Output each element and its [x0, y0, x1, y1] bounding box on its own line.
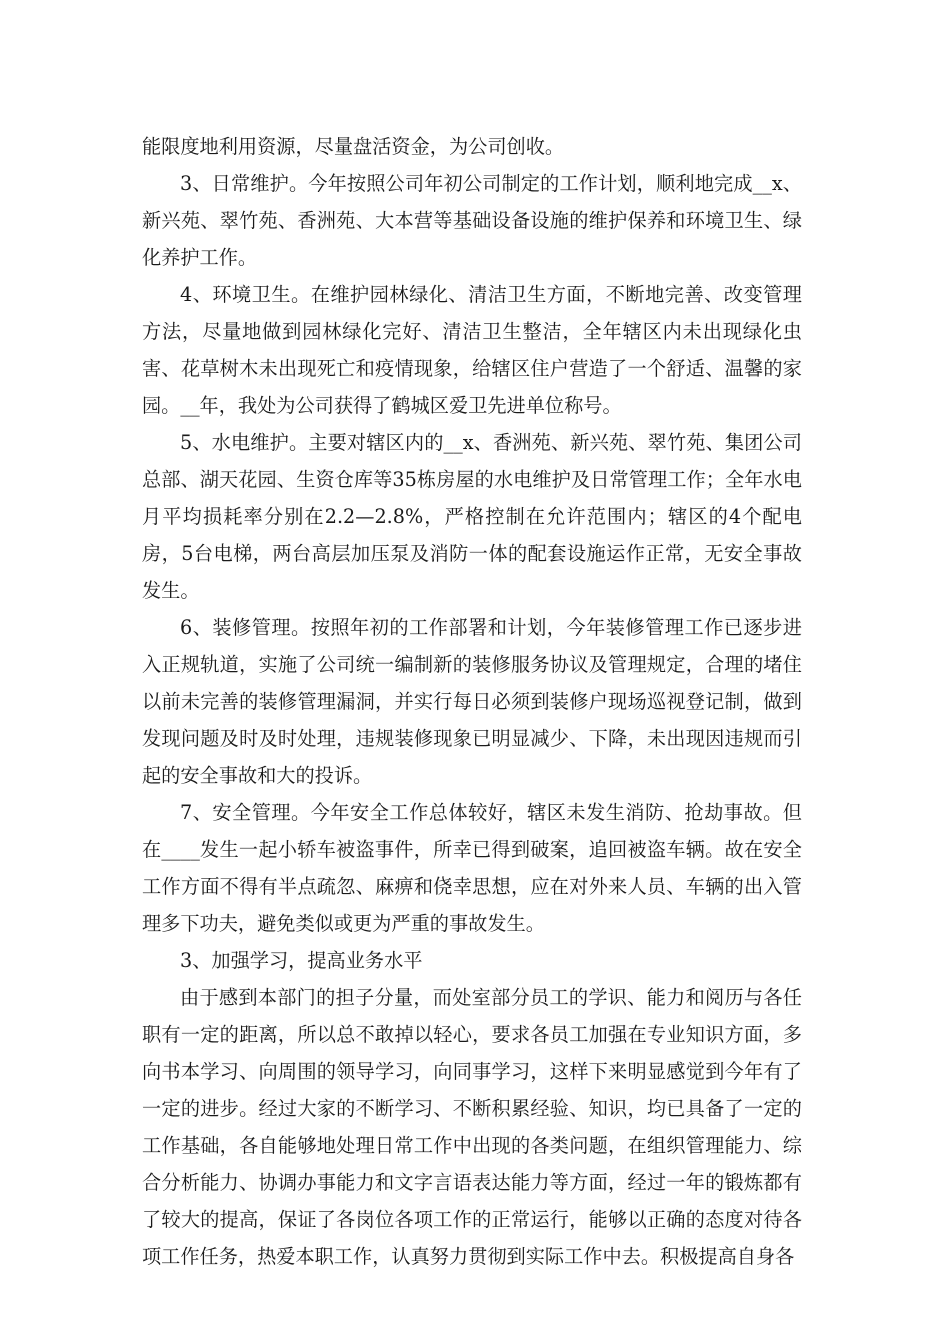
section-heading-learning: 3、加强学习，提高业务水平 [180, 949, 423, 972]
paragraph-daily-maintenance: 3、日常维护。今年按照公司年初公司制定的工作计划，顺利地完成__x、新兴苑、翠竹苑、香洲苑、大本营等基础设备设施的维护保养和环境卫生、绿化养护工作。 [142, 172, 802, 269]
paragraph-water-electric-maintenance: 5、水电维护。主要对辖区内的__x、香洲苑、新兴苑、翠竹苑、集团公司总部、湖天花园、生资仓库等35栋房屋的水电维护及日常管理工作；全年水电月平均损耗率分别在2.2—2.8%，严格控制在允许范围内；辖区的4个配电房，5台电梯，两台高层加压泵及消防一体的配套设施运作正常，无安全事故发生。 [142, 431, 802, 602]
document-body [142, 128, 802, 1275]
paragraph-environmental-sanitation: 4、环境卫生。在维护园林绿化、清洁卫生方面，不断地完善、改变管理方法，尽量地做到园林绿化完好、清洁卫生整洁，全年辖区内未出现绿化虫害、花草树木未出现死亡和疫情现象，给辖区住户营造了一个舒适、温馨的家园。__年，我处为公司获得了鹤城区爱卫先进单位称号。 [142, 283, 802, 417]
paragraph-continuation: 能限度地利用资源，尽量盘活资金，为公司创收。 [142, 135, 565, 158]
paragraph-learning: 由于感到本部门的担子分量，而处室部分员工的学识、能力和阅历与各任职有一定的距离，所以总不敢掉以轻心，要求各员工加强在专业知识方面，多向书本学习、向周围的领导学习，向同事学习，这样下来明显感觉到今年有了一定的进步。经过大家的不断学习、不断积累经验、知识，均已具备了一定的工作基础，各自能够地处理日常工作中出现的各类问题，在组织管理能力、综合分析能力、协调办事能力和文字言语表达能力等方面，经过一年的锻炼都有了较大的提高，保证了各岗位各项工作的正常运行，能够以正确的态度对待各项工作任务，热爱本职工作，认真努力贯彻到实际工作中去。积极提高自身各 [142, 986, 802, 1268]
paragraph-renovation-management: 6、装修管理。按照年初的工作部署和计划，今年装修管理工作已逐步进入正规轨道，实施了公司统一编制新的装修服务协议及管理规定，合理的堵住以前未完善的装修管理漏洞，并实行每日必须到装修户现场巡视登记制，做到发现问题及时及时处理，违规装修现象已明显减少、下降，未出现因违规而引起的安全事故和大的投诉。 [142, 616, 802, 787]
paragraph-safety-management: 7、安全管理。今年安全工作总体较好，辖区未发生消防、抢劫事故。但在____发生一起小轿车被盗事件，所幸已得到破案，追回被盗车辆。故在安全工作方面不得有半点疏忽、麻痹和侥幸思想，应在对外来人员、车辆的出入管理多下功夫，避免类似或更为严重的事故发生。 [142, 801, 802, 935]
